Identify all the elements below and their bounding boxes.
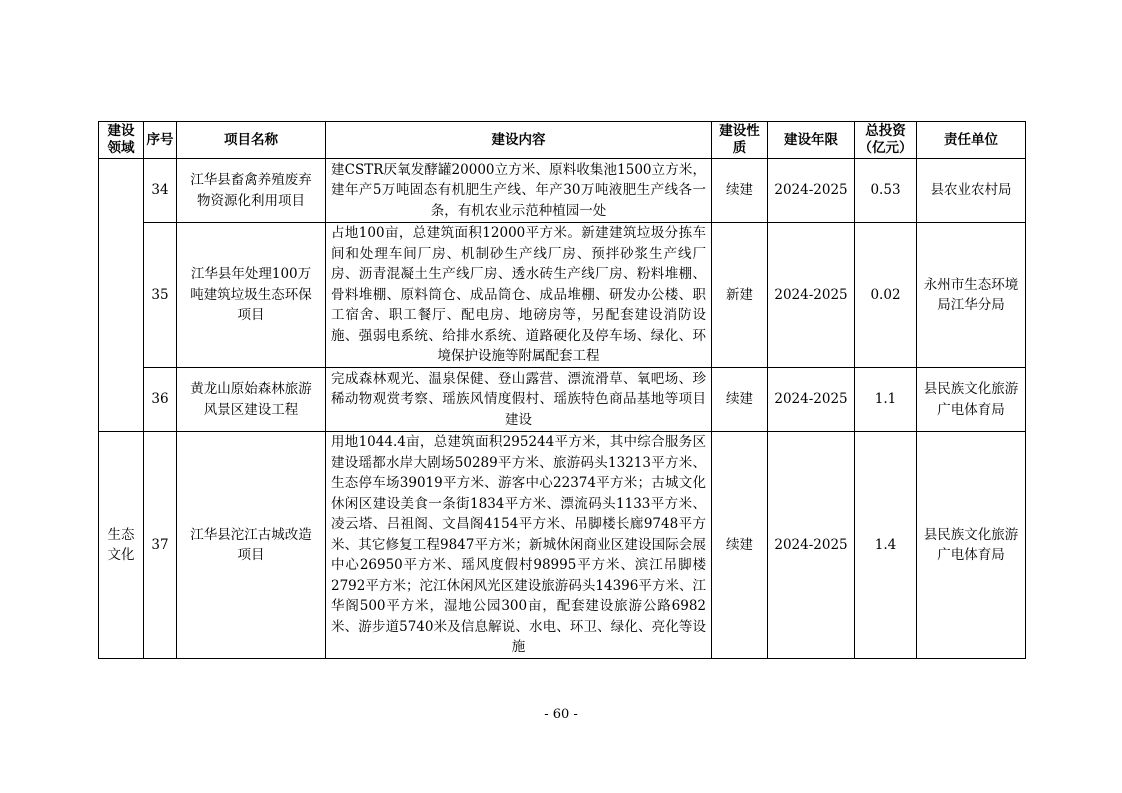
cell-years: 2024-2025 (768, 223, 855, 368)
cell-content: 建CSTR厌氧发酵罐20000立方米、原料收集池1500立方米，建年产5万吨固态有机肥生产线、年产30万吨液肥生产线各一条，有机农业示范种植园一处 (326, 159, 712, 223)
project-table (98, 121, 1026, 659)
header-domain: 建设领域 (99, 122, 144, 159)
cell-nature: 续建 (712, 368, 768, 432)
cell-invest: 1.4 (855, 432, 917, 659)
cell-content: 用地1044.4亩，总建筑面积295244平方米，其中综合服务区建设瑶都水岸大剧场50289平方米、旅游码头13213平方米、生态停车场39019平方米、游客中心22374平方米；古城文化休闲区建设美食一条街1834平方米、漂流码头1133平方米、凌云塔、吕祖阁、文昌阁4154平方米、吊脚楼长廊9748平方米、其它修复工程9847平方米；新城休闲商业区建设国际会展中心26950平方米、瑶风度假村98995平方米、滨江吊脚楼2792平方米；沱江休闲风光区建设旅游码头14396平方米、江华阁500平方米，湿地公园300亩，配套建设旅游公路6982米、游步道5740米及信息解说、水电、环卫、绿化、亮化等设施 (326, 432, 712, 659)
header-nature: 建设性质 (712, 122, 768, 159)
cell-name: 江华县年处理100万吨建筑垃圾生态环保项目 (177, 223, 326, 368)
cell-seq: 35 (144, 223, 177, 368)
cell-years: 2024-2025 (768, 432, 855, 659)
table-row (99, 432, 1026, 659)
cell-invest: 0.02 (855, 223, 917, 368)
cell-unit: 永州市生态环境局江华分局 (917, 223, 1026, 368)
cell-name: 黄龙山原始森林旅游风景区建设工程 (177, 368, 326, 432)
cell-years: 2024-2025 (768, 159, 855, 223)
cell-content: 完成森林观光、温泉保健、登山露营、漂流滑草、氧吧场、珍稀动物观赏考察、瑶族风情度假村、瑶族特色商品基地等项目建设 (326, 368, 712, 432)
table-row (99, 159, 1026, 223)
cell-content: 占地100亩，总建筑面积12000平方米。新建建筑垃圾分拣车间和处理车间厂房、机制砂生产线厂房、预拌砂浆生产线厂房、沥青混凝土生产线厂房、透水砖生产线厂房、粉料堆棚、骨料堆棚、原料筒仓、成品筒仓、成品堆棚、研发办公楼、职工宿舍、职工餐厅、配电房、地磅房等，另配套建设消防设施、强弱电系统、给排水系统、道路硬化及停车场、绿化、环境保护设施等附属配套工程 (326, 223, 712, 368)
cell-domain (99, 159, 144, 432)
header-invest: 总投资（亿元） (855, 122, 917, 159)
cell-domain: 生态文化 (99, 432, 144, 659)
header-seq: 序号 (144, 122, 177, 159)
cell-name: 江华县沱江古城改造项目 (177, 432, 326, 659)
cell-unit: 县民族文化旅游广电体育局 (917, 432, 1026, 659)
header-content: 建设内容 (326, 122, 712, 159)
header-years: 建设年限 (768, 122, 855, 159)
cell-nature: 续建 (712, 432, 768, 659)
cell-years: 2024-2025 (768, 368, 855, 432)
cell-unit: 县农业农村局 (917, 159, 1026, 223)
table-header-row (99, 122, 1026, 159)
table-row (99, 368, 1026, 432)
cell-name: 江华县畜禽养殖废弃物资源化利用项目 (177, 159, 326, 223)
table-row (99, 223, 1026, 368)
page-number: - 60 - (544, 707, 578, 722)
cell-nature: 新建 (712, 223, 768, 368)
header-name: 项目名称 (177, 122, 326, 159)
cell-invest: 1.1 (855, 368, 917, 432)
cell-seq: 37 (144, 432, 177, 659)
cell-invest: 0.53 (855, 159, 917, 223)
cell-unit: 县民族文化旅游广电体育局 (917, 368, 1026, 432)
cell-seq: 34 (144, 159, 177, 223)
cell-nature: 续建 (712, 159, 768, 223)
header-unit: 责任单位 (917, 122, 1026, 159)
cell-seq: 36 (144, 368, 177, 432)
